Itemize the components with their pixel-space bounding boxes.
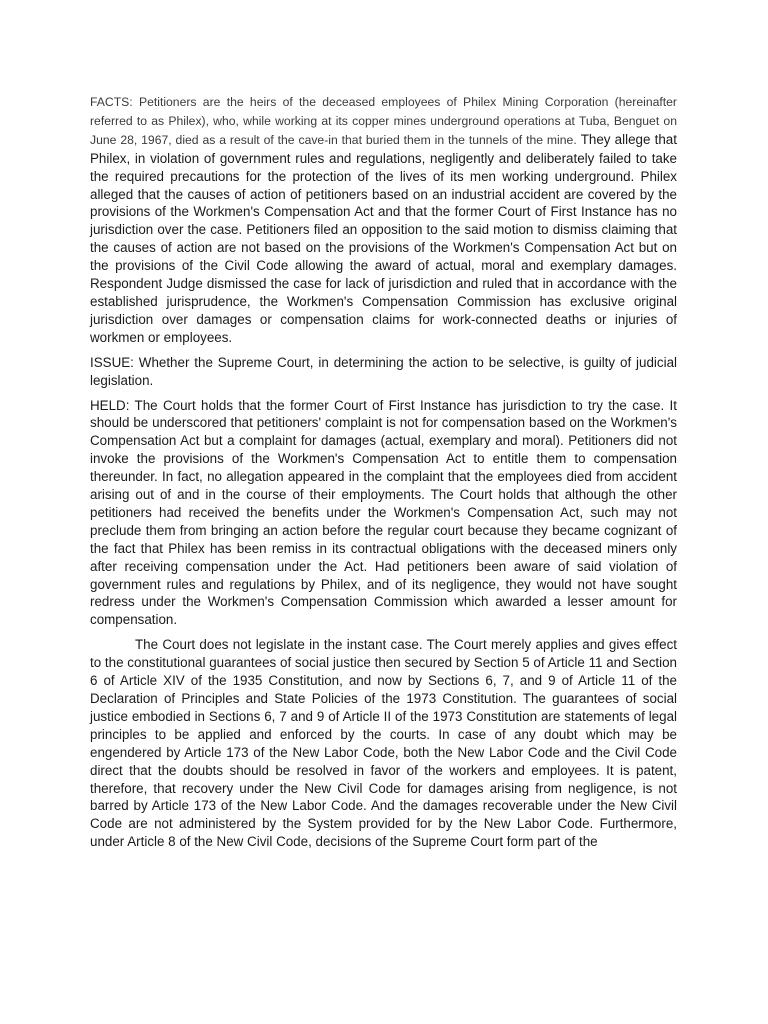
facts-body-text: They allege that Philex, in violation of government rules and regulations, negligently and deliberately failed to take the required precautions for the protection of the lives of its men working underground. Philex alleged that the causes of action of petitioners based on an industrial accident are covered by the provisions of the Workmen's Compensation Act and that the former Court of First Instance has no jurisdiction over the case. Petitioners filed an opposition to the said motion to dismiss claiming that the causes of action are not based on the provisions of the Workmen's Compensation Act but on the provisions of the Civil Code allowing the award of actual, moral and exemplary damages. Respondent Judge dismissed the case for lack of jurisdiction and ruled that in accordance with the established jurisprudence, the Workmen's Compensation Commission has exclusive original jurisdiction over damages or compensation claims for work-connected deaths or injuries of workmen or employees. bbox=[90, 131, 677, 345]
issue-paragraph: ISSUE: Whether the Supreme Court, in determining the action to be selective, is guilty of judicial legislation. bbox=[90, 354, 677, 388]
facts-lead-text: FACTS: Petitioners are the heirs of the deceased employees of Philex Mining Corporation (hereinafter referred to as Philex), who, while working at its copper mines underground operations at Tuba, Benguet on June 28, 1967, died as a result of the cave-in that buried them in the tunnels of the mine. bbox=[90, 95, 677, 147]
held-paragraph: HELD: The Court holds that the former Court of First Instance has jurisdiction to try the case. It should be underscored that petitioners' complaint is not for compensation based on the Workmen's Compensation Act but a complaint for damages (actual, exemplary and moral). Petitioners did not invoke the provisions of the Workmen's Compensation Act to entitle them to compensation thereunder. In fact, no allegation appeared in the complaint that the employees died from accident arising out of and in the course of their employments. The Court holds that although the other petitioners had received the benefits under the Workmen's Compensation Act, such may not preclude them from bringing an action before the regular court because they became cognizant of the fact that Philex has been remiss in its contractual obligations with the deceased miners only after receiving compensation under the Act. Had petitioners been aware of said violation of government rules and regulations by Philex, and of its negligence, they would not have sought redress under the Workmen's Compensation Commission which awarded a lesser amount for compensation. bbox=[90, 397, 677, 628]
court-does-not-legislate-paragraph: The Court does not legislate in the instant case. The Court merely applies and gives effect to the constitutional guarantees of social justice then secured by Section 5 of Article 11 and Section 6 of Article XIV of the 1935 Constitution, and now by Sections 6, 7, and 9 of Article 11 of the Declaration of Principles and State Policies of the 1973 Constitution. The guarantees of social justice embodied in Sections 6, 7 and 9 of Article II of the 1973 Constitution are statements of legal principles to be applied and enforced by the courts. In case of any doubt which may be engendered by Article 173 of the New Labor Code, both the New Labor Code and the Civil Code direct that the doubts should be resolved in favor of the workers and employees. It is patent, therefore, that recovery under the New Civil Code for damages arising from negligence, is not barred by Article 173 of the New Labor Code. And the damages recoverable under the New Civil Code are not administered by the System provided for by the New Labor Code. Furthermore, under Article 8 of the New Civil Code, decisions of the Supreme Court form part of the bbox=[90, 637, 677, 850]
document-page bbox=[90, 93, 677, 851]
facts-paragraph bbox=[90, 93, 677, 347]
